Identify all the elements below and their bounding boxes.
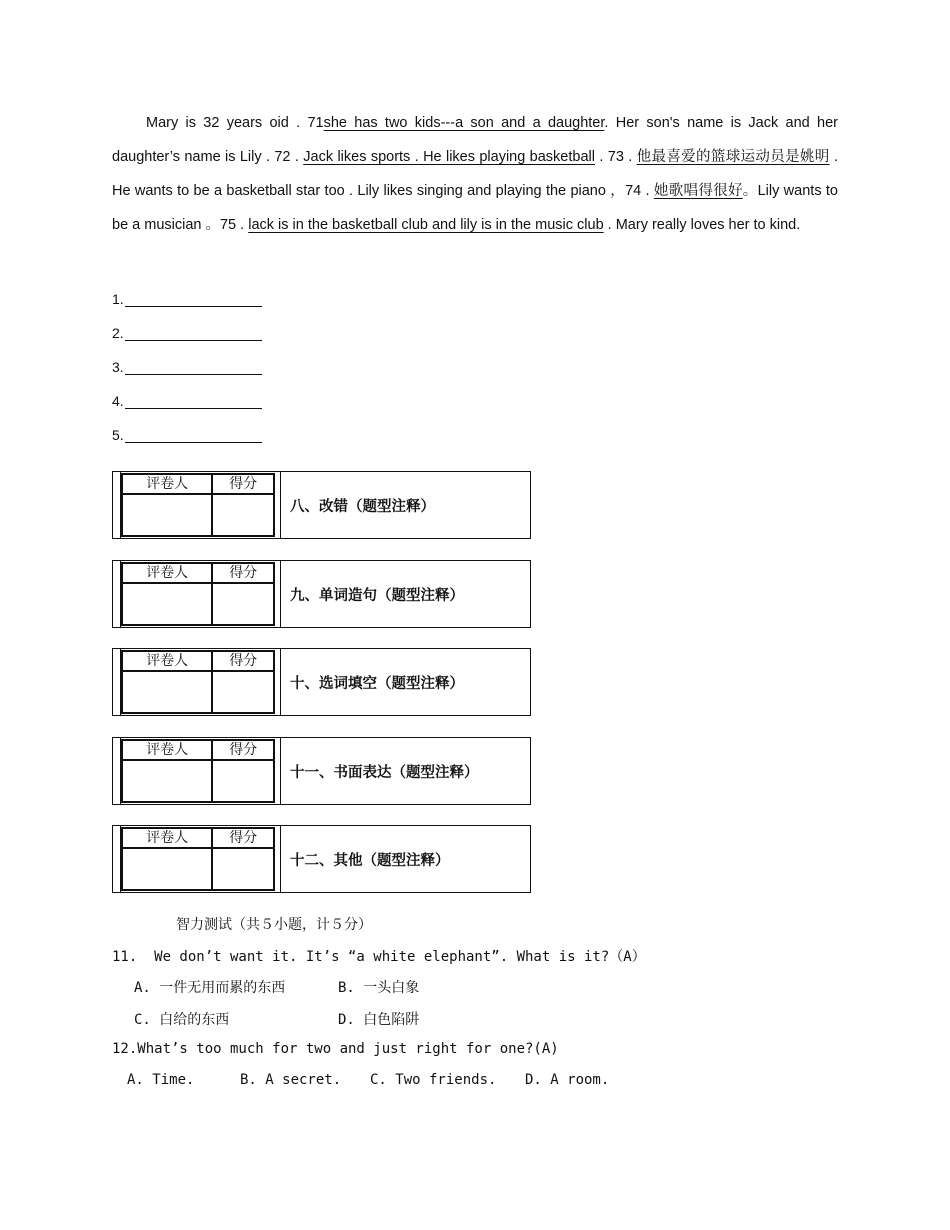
grader-cell[interactable] bbox=[122, 760, 212, 802]
answer-blanks bbox=[112, 282, 262, 452]
reading-passage bbox=[112, 106, 838, 242]
score-label: 得分 bbox=[212, 828, 274, 848]
answer-blank[interactable] bbox=[112, 316, 262, 350]
answer-blank[interactable] bbox=[112, 384, 262, 418]
answer-72: Jack likes sports . He likes playing basketball bbox=[303, 149, 595, 165]
grader-cell[interactable] bbox=[122, 494, 212, 536]
section-header-9 bbox=[112, 560, 531, 628]
score-label: 得分 bbox=[212, 651, 274, 671]
passage-text: . Her son's name is Jack and her daughter’s name is Lily . 72 . bbox=[112, 115, 838, 165]
score-label: 得分 bbox=[212, 563, 274, 583]
section-header-8 bbox=[112, 471, 531, 539]
option-12-c[interactable]: C. Two friends. bbox=[370, 1072, 497, 1088]
score-cell[interactable] bbox=[212, 583, 274, 625]
grader-label: 评卷人 bbox=[122, 474, 212, 494]
blank-rule bbox=[125, 292, 262, 307]
section-title: 十二、其他（题型注释） bbox=[290, 852, 450, 869]
score-table bbox=[121, 473, 275, 537]
grader-cell[interactable] bbox=[122, 671, 212, 713]
grader-label: 评卷人 bbox=[122, 740, 212, 760]
section-title: 十一、书面表达（题型注释） bbox=[290, 764, 479, 781]
question-12: 12.What’s too much for two and just right for one?(A) bbox=[112, 1041, 559, 1057]
section-header-11 bbox=[112, 737, 531, 805]
blank-rule bbox=[125, 394, 262, 409]
score-label: 得分 bbox=[212, 740, 274, 760]
passage-text: . Mary really loves her to kind. bbox=[603, 217, 801, 233]
answer-75: lack is in the basketball club and lily is in the music club bbox=[248, 217, 604, 233]
grader-label: 评卷人 bbox=[122, 828, 212, 848]
blank-number: 3. bbox=[112, 359, 124, 375]
answer-blank[interactable] bbox=[112, 350, 262, 384]
blank-number: 5. bbox=[112, 427, 124, 443]
section-header-10 bbox=[112, 648, 531, 716]
passage-text: . 73 . bbox=[594, 149, 637, 165]
option-12-d[interactable]: D. A room. bbox=[525, 1072, 610, 1088]
passage-text: . He wants to be a basketball star too . Lily likes singing and playing the piano ，74 . bbox=[112, 149, 838, 199]
blank-rule bbox=[125, 326, 262, 341]
answer-73: 他最喜爱的篮球运动员是姚明 bbox=[636, 149, 830, 165]
score-table bbox=[121, 650, 275, 714]
grader-cell[interactable] bbox=[122, 848, 212, 890]
section-header-12 bbox=[112, 825, 531, 893]
option-11-a[interactable]: A. 一件无用而累的东西 bbox=[134, 980, 286, 996]
score-label: 得分 bbox=[212, 474, 274, 494]
blank-number: 4. bbox=[112, 393, 124, 409]
score-table bbox=[121, 827, 275, 891]
option-11-b[interactable]: B. 一头白象 bbox=[338, 980, 420, 996]
section-title: 十、选词填空（题型注释） bbox=[290, 675, 464, 692]
blank-rule bbox=[125, 360, 262, 375]
quiz-heading: 智力测试（共５小题，计５分） bbox=[176, 917, 372, 933]
blank-number: 2. bbox=[112, 325, 124, 341]
score-cell[interactable] bbox=[212, 494, 274, 536]
question-11: 11. We don’t want it. It’s “a white elephant”. What is it?（A） bbox=[112, 949, 646, 965]
answer-blank[interactable] bbox=[112, 418, 262, 452]
grader-label: 评卷人 bbox=[122, 651, 212, 671]
score-table bbox=[121, 739, 275, 803]
score-table bbox=[121, 562, 275, 626]
grader-label: 评卷人 bbox=[122, 563, 212, 583]
score-cell[interactable] bbox=[212, 760, 274, 802]
blank-rule bbox=[125, 428, 262, 443]
passage-text: Mary is 32 years oid . 71 bbox=[146, 115, 324, 131]
option-11-c[interactable]: C. 白给的东西 bbox=[134, 1012, 230, 1028]
blank-number: 1. bbox=[112, 291, 124, 307]
grader-cell[interactable] bbox=[122, 583, 212, 625]
score-cell[interactable] bbox=[212, 671, 274, 713]
answer-blank[interactable] bbox=[112, 282, 262, 316]
answer-74: 她歌唱得很好 bbox=[653, 183, 743, 199]
option-11-d[interactable]: D. 白色陷阱 bbox=[338, 1012, 420, 1028]
score-cell[interactable] bbox=[212, 848, 274, 890]
passage-text: 。Lily wants to be a musician 。75 . bbox=[112, 183, 838, 233]
answer-71: she has two kids---a son and a daughter bbox=[323, 115, 605, 131]
section-title: 八、改错（题型注释） bbox=[290, 498, 435, 515]
section-title: 九、单词造句（题型注释） bbox=[290, 587, 464, 604]
option-12-a[interactable]: A. Time. bbox=[127, 1072, 195, 1088]
option-12-b[interactable]: B. A secret. bbox=[240, 1072, 342, 1088]
